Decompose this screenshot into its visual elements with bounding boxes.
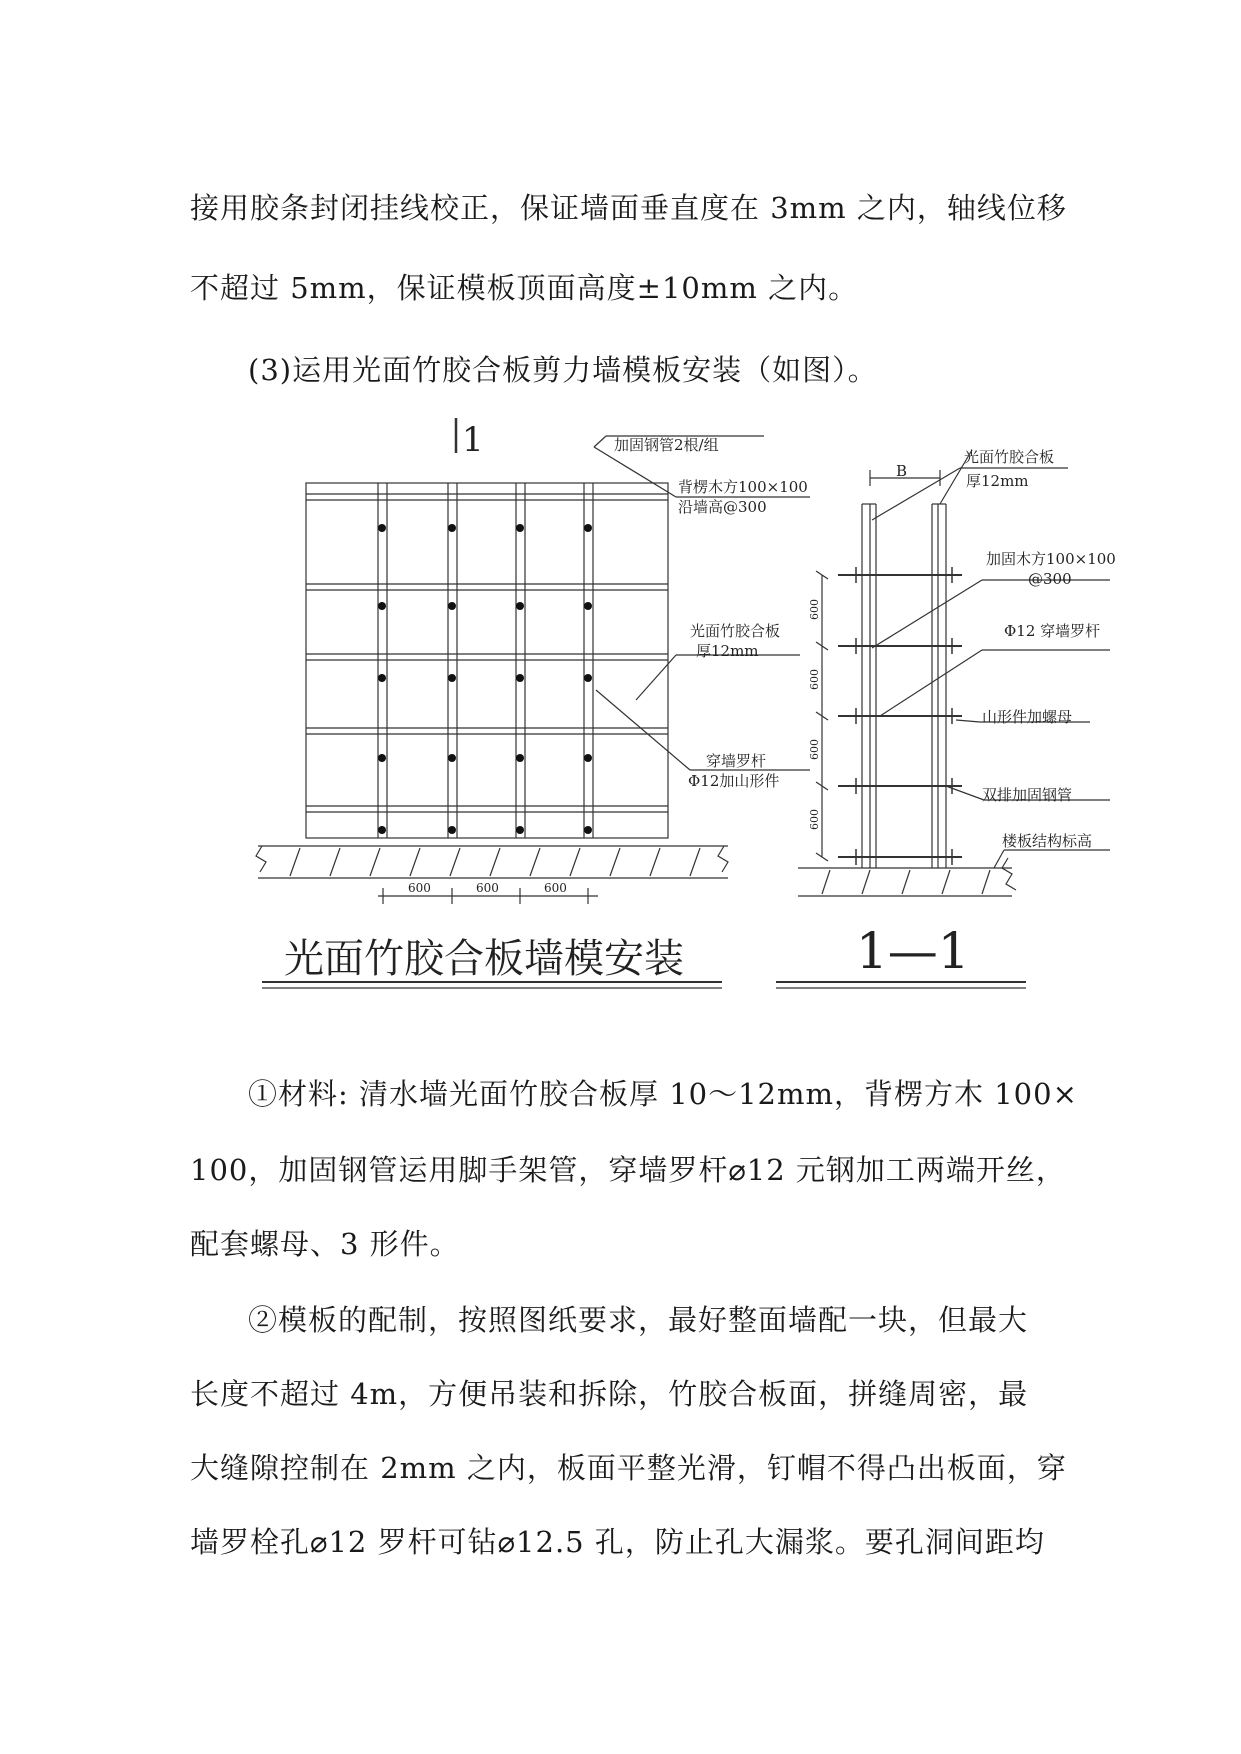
dim-600: 600 — [808, 599, 821, 620]
label-plywood: 光面竹胶合板 — [690, 622, 781, 640]
horizontal-timbers — [306, 494, 668, 812]
text-line: (3)运用光面竹胶合板剪力墙模板安装（如图）。 — [248, 353, 878, 387]
text-line: 墙罗栓孔⌀12 罗杆可钻⌀12.5 孔，防止孔大漏浆。要孔洞间距均 — [190, 1525, 1045, 1559]
text-line: ②模板的配制，按照图纸要求，最好整面墙配一块，但最大 — [248, 1303, 1029, 1337]
label-steel-pipe: 加固钢管2根/组 — [614, 436, 719, 454]
figure-caption-right: 1—1 — [856, 922, 970, 980]
text-line: 不超过 5mm，保证模板顶面高度±10mm 之内。 — [190, 271, 859, 305]
label-plywood-thickness: 厚12mm — [696, 642, 759, 660]
dim-600: 600 — [808, 809, 821, 830]
label-tie-rod-spec: Φ12加山形件 — [688, 772, 780, 790]
ground-hatch — [290, 848, 700, 876]
text-line: 大缝隙控制在 2mm 之内，板面平整光滑，钉帽不得凸出板面，穿 — [190, 1451, 1067, 1485]
label-back-timber: 背楞木方100×100 — [678, 478, 808, 496]
dim-600: 600 — [476, 881, 499, 895]
label-tie-rod: Φ12 穿墙罗杆 — [1004, 622, 1101, 640]
text-line: ①材料: 清水墙光面竹胶合板厚 10～12mm，背楞方木 100× — [248, 1077, 1078, 1111]
section-boards — [862, 504, 946, 868]
label-double-pipe: 双排加固钢管 — [982, 786, 1073, 804]
label-tie-rod: 穿墙罗杆 — [706, 752, 767, 770]
label-timber: 加固木方100×100 — [986, 550, 1116, 568]
dim-600: 600 — [808, 669, 821, 690]
dim-b: B — [896, 462, 908, 480]
section-mark: 1 — [462, 420, 484, 460]
label-back-timber-spacing: 沿墙高@300 — [678, 498, 767, 516]
text-line: 配套螺母、3 形件。 — [190, 1227, 460, 1261]
dim-600: 600 — [808, 739, 821, 760]
label-nut: 山形件加螺母 — [982, 708, 1073, 726]
label-plywood-thickness: 厚12mm — [966, 472, 1029, 490]
label-plywood: 光面竹胶合板 — [964, 448, 1055, 466]
dim-600: 600 — [408, 881, 431, 895]
text-line: 接用胶条封闭挂线校正，保证墙面垂直度在 3mm 之内，轴线位移 — [190, 191, 1067, 225]
text-line: 100，加固钢管运用脚手架管，穿墙罗杆⌀12 元钢加工两端开丝， — [190, 1153, 1066, 1187]
label-floor: 楼板结构标高 — [1002, 832, 1093, 850]
label-timber-spacing: @300 — [1028, 570, 1072, 588]
dim-600: 600 — [544, 881, 567, 895]
text-line: 长度不超过 4m，方便吊装和拆除，竹胶合板面，拼缝周密，最 — [190, 1377, 1029, 1411]
tie-rod-dots — [378, 524, 592, 834]
figure-caption-left: 光面竹胶合板墙模安装 — [284, 936, 684, 982]
